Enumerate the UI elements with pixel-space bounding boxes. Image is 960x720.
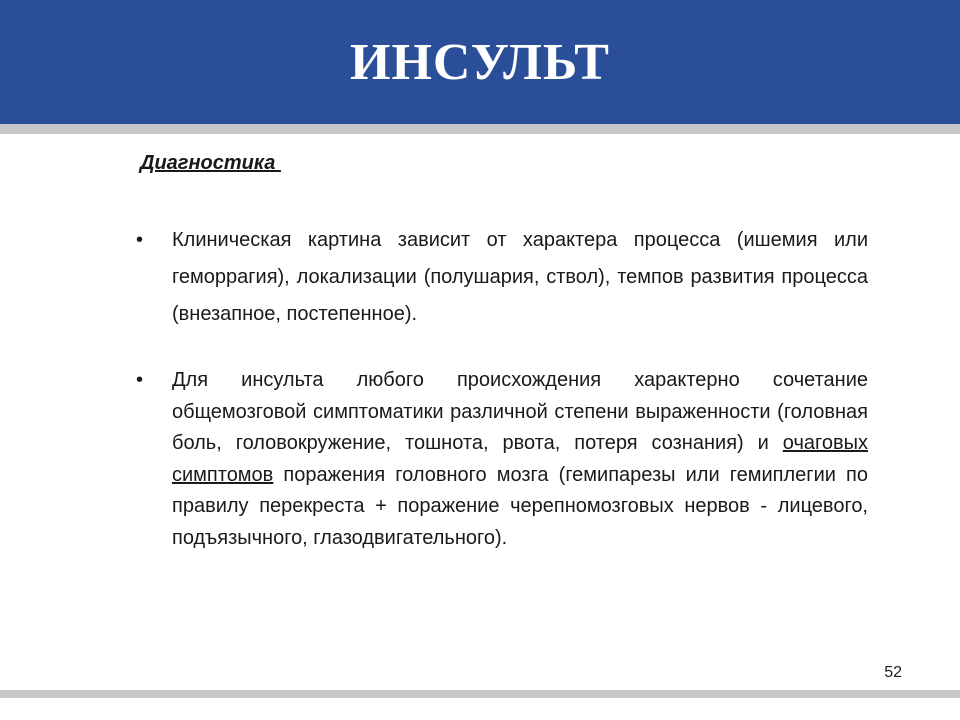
bullet-text-start: Для инсульта любого происхождения характерно сочетание общемозговой симптоматики различной степени выраженности (головная боль, головокружение, тошнота, рвота, потеря сознания) и	[172, 369, 868, 454]
bullet-item-clinical-picture	[136, 222, 868, 333]
section-heading: Диагностика	[140, 152, 281, 174]
bullet-text-underlined-term: очаговых симптомов	[172, 432, 868, 486]
bullet-text: Клиническая картина зависит от характера процесса (ишемия или геморрагия), локализации (полушария, ствол), темпов развития процесса (внезапное, постепенное).	[172, 229, 868, 325]
bullet-text-end: поражения головного мозга (гемипарезы или гемиплегии по правилу перекреста + поражение черепномозговых нервов - лицевого, подъязычного, глазодвигательного).	[172, 463, 868, 549]
footer-stripe	[0, 690, 960, 698]
page-number: 52	[884, 664, 902, 681]
bullet-marker: •	[136, 229, 144, 251]
bullet-list	[136, 222, 868, 554]
bullet-item-symptoms	[136, 365, 868, 554]
title-divider-stripe	[0, 124, 960, 134]
bullet-marker: •	[136, 369, 144, 391]
slide-title: ИНСУЛЬТ	[350, 33, 610, 91]
